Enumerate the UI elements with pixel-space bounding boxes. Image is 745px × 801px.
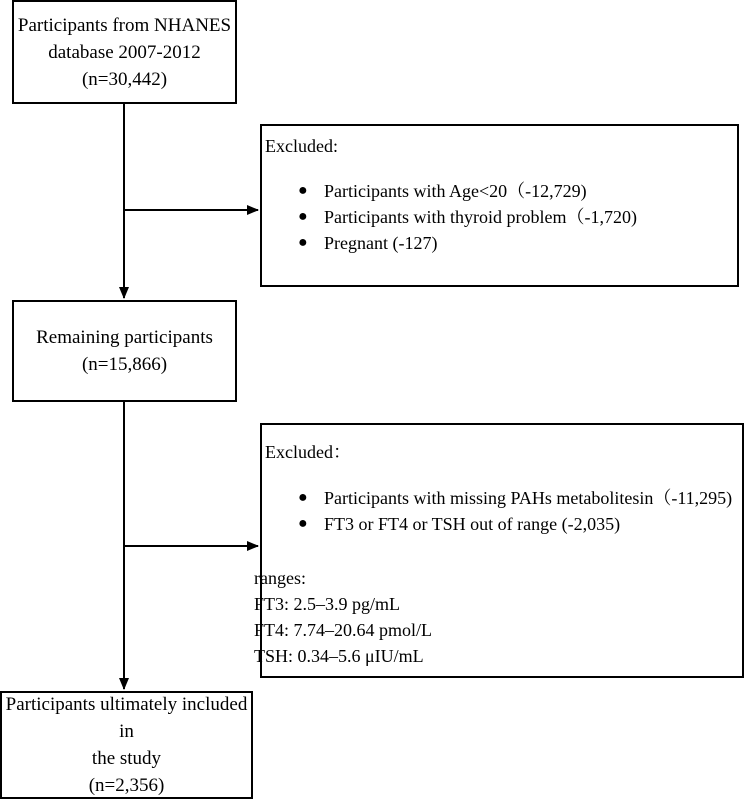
ranges-label: ranges:: [254, 568, 306, 588]
final-line1: Participants ultimately included in: [5, 694, 248, 742]
bullet-icon: ●: [298, 489, 308, 506]
range-tsh: TSH: 0.34–5.6 μIU/mL: [254, 646, 424, 666]
final-count: (n=2,356): [88, 775, 165, 796]
exclusion1-list: [298, 178, 637, 256]
ranges-block: [254, 565, 432, 669]
bullet-icon: ●: [298, 234, 308, 251]
range-ft3: FT3: 2.5–3.9 pg/mL: [254, 594, 401, 614]
list-item: ● Participants with thyroid problem（-1,720): [298, 204, 637, 230]
list-item: ● Participants with missing PAHs metabolitesin（-11,295): [298, 485, 732, 511]
exclusion2-box: [254, 423, 744, 678]
bullet-icon: ●: [298, 515, 308, 532]
list-item: ● FT3 or FT4 or TSH out of range (-2,035): [298, 511, 732, 537]
remaining-box: [12, 300, 237, 402]
exclusion1-heading: Excluded:: [265, 136, 338, 156]
bullet-icon: ●: [298, 208, 308, 225]
final-box: [0, 691, 253, 799]
start-line1: Participants from NHANES: [17, 14, 232, 36]
remaining-line1: Remaining participants: [36, 327, 213, 348]
start-box: [12, 0, 237, 104]
exclusion2-heading: Excluded：: [265, 442, 351, 462]
final-line2: the study: [91, 748, 162, 769]
list-item: ● Participants with Age<20（-12,729): [298, 178, 637, 204]
bullet-icon: ●: [298, 182, 308, 199]
remaining-count: (n=15,866): [81, 354, 168, 375]
start-line2: database 2007-2012: [48, 41, 201, 63]
range-ft4: FT4: 7.74–20.64 pmol/L: [254, 620, 433, 640]
exclusion1-box: [260, 124, 739, 287]
start-count: (n=30,442): [81, 68, 168, 90]
list-item: ● Pregnant (-127): [298, 230, 637, 256]
exclusion2-list: [298, 485, 732, 537]
